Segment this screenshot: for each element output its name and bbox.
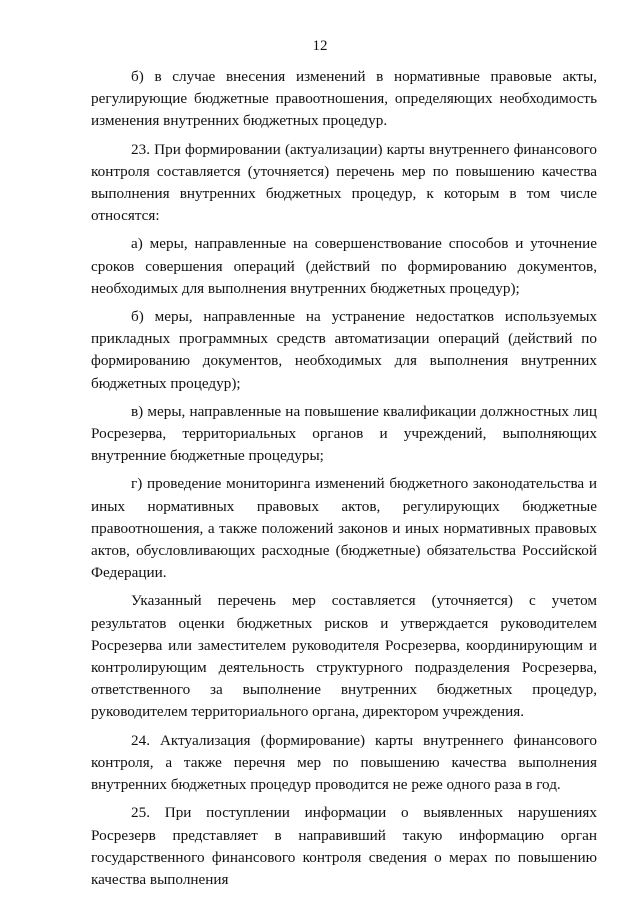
paragraph-25: 25. При поступлении информации о выявленных нарушениях Росрезерв представляет в направивший такую информацию орган государственного финансового контроля сведения о мерах по повышению качества выполнения: [91, 804, 597, 888]
document-body: [91, 66, 597, 897]
paragraph-a-measures: а) меры, направленные на совершенствование способов и уточнение сроков совершения операций (действий по формированию документов, необходимых для выполнения внутренних бюджетных процедур);: [91, 235, 597, 297]
paragraph-measures-list: Указанный перечень мер составляется (уточняется) с учетом результатов оценки бюджетных рисков и утверждается руководителем Росрезерва или заместителем руководителя Росрезерва, координирующим и контролирующим деятельность структурного подразделения Росрезерва, ответственного за выполнение внутренних бюджетных процедур, руководителем территориального органа, директором учреждения.: [91, 592, 597, 721]
page-number: 12: [312, 38, 328, 54]
paragraph-24: 24. Актуализация (формирование) карты внутреннего финансового контроля, а также перечня мер по повышению качества выполнения внутренних бюджетных процедур проводится не реже одного раза в год.: [91, 731, 597, 794]
paragraph-v-measures: в) меры, направленные на повышение квалификации должностных лиц Росрезерва, территориальных органов и учреждений, выполняющих внутренние бюджетные процедуры;: [91, 402, 597, 465]
paragraph-b-measures: б) меры, направленные на устранение недостатков используемых прикладных программных средств автоматизации операций (действий по формированию документов, необходимых для выполнения внутренних бюджетных процедур);: [91, 308, 597, 392]
paragraph-23: 23. При формировании (актуализации) карты внутреннего финансового контроля составляется (уточняется) перечень мер по повышению качества выполнения внутренних бюджетных процедур, к которым в том числе относятся:: [91, 140, 597, 225]
paragraph-b-changes: б) в случае внесения изменений в нормативные правовые акты, регулирующие бюджетные правоотношения, определяющих необходимость изменения внутренних бюджетных процедур.: [91, 68, 597, 130]
paragraph-g-monitoring: г) проведение мониторинга изменений бюджетного законодательства и иных нормативных правовых актов, регулирующих бюджетные правоотношения, а также положений законов и иных нормативных правовых актов, обусловливающих расходные (бюджетные) обязательства Российской Федерации.: [91, 475, 597, 582]
